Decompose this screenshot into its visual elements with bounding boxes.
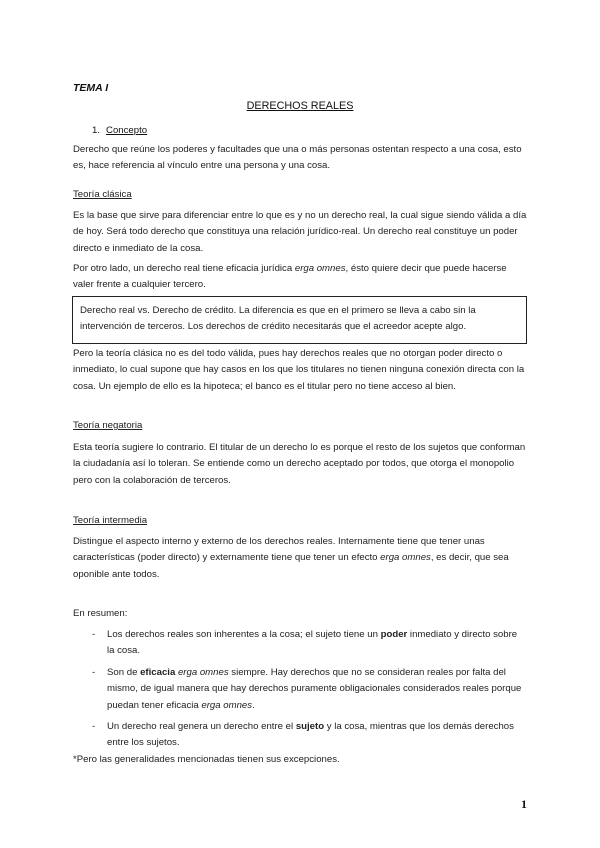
bullet-dash: - [92,629,96,640]
italic-text: erga omnes [294,263,346,274]
section-label: Concepto [106,125,148,136]
heading-teoria-clasica: Teoría clásica [73,189,132,200]
resumen-list [92,627,527,757]
list-item [92,665,527,714]
italic-text: erga omnes [175,666,229,678]
clasica-paragraph-2 [73,261,527,294]
resumen-intro: En resumen: [73,608,128,619]
negatoria-paragraph: Esta teoría sugiere lo contrario. El titular de un derecho lo es porque el resto de los sujetos que conforman la ciudadanía así lo toleran. Se entiende como un derecho aceptado por todos, que otorga el monopolio pero con la colaboración de terceros. [73,442,526,486]
callout-text: Derecho real vs. Derecho de crédito. La diferencia es que en el primero se lleva a cabo sin la intervención de terceros. Los derechos de crédito necesitarás que el acreedor acepte algo. [80,305,476,333]
heading-teoria-negatoria: Teoría negatoria [73,420,143,431]
callout-box [72,296,527,344]
section-heading [92,123,147,139]
text-run: , es decir, que sea oponible ante todos. [73,552,509,580]
chapter-label: TEMA I [73,82,109,94]
text-run: Distingue el aspecto interno y externo de los derechos reales. Internamente tiene que tener unas características (poder directo) y externamente tiene que tener un efecto [73,536,485,564]
list-item [92,627,527,660]
italic-text: erga omnes [201,699,253,711]
clasica-paragraph-3: Pero la teoría clásica no es del todo válida, pues hay derechos reales que no otorgan poder directo o inmediato, lo cual supone que hay casos en los que los titulares no tienen ninguna conexión directa con la cosa. Un ejemplo de ello es la hipoteca; el banco es el titular pero no tiene acceso al bien. [73,348,525,392]
clasica-paragraph-1: Es la base que sirve para diferenciar entre lo que es y no un derecho real, la cual sigue siendo válida a día de hoy. Será todo derecho que constituya una relación jurídico-real. Un derecho real constituye un poder directo e inmediato de la cosa. [73,210,527,254]
bold-text: eficacia [140,666,176,678]
list-item [92,719,527,752]
text-run: , ésto quiere decir que puede hacerse valer frente a cualquier tercero. [73,263,507,291]
text-run: . [252,699,255,711]
text-run: y la cosa, mientras que los demás derechos entre los sujetos. [107,721,514,749]
bold-text: poder [380,629,408,640]
page-title: DERECHOS REALES [246,100,354,112]
text-run: Un derecho real genera un derecho entre el [107,721,296,733]
heading-teoria-intermedia: Teoría intermedia [73,515,148,526]
text-run: Son de [107,666,141,678]
bold-text: sujeto [295,721,325,733]
italic-text: erga omnes [380,552,431,564]
intro-paragraph: Derecho que reúne los poderes y facultades que una o más personas ostentan respecto a una cosa, esto es, hace referencia al vínculo entre una persona y una cosa. [73,144,522,172]
text-run: siempre. Hay derechos que no se consideran reales por falta del mismo, de igual manera que hay derechos puramente obligacionales considerados reales porque puedan tener eficacia [107,666,522,711]
bullet-dash: - [92,666,96,678]
page-number: 1 [521,797,527,811]
text-run: Por otro lado, un derecho real tiene eficacia jurídica [73,263,295,274]
footnote: *Pero las generalidades mencionadas tienen sus excepciones. [73,754,340,765]
bullet-dash: - [92,721,96,733]
text-run: inmediato y directo sobre la cosa. [107,629,518,657]
section-number: 1. [92,125,101,136]
intermedia-paragraph [73,534,527,583]
text-run: Los derechos reales son inherentes a la cosa; el sujeto tiene un [107,629,381,640]
